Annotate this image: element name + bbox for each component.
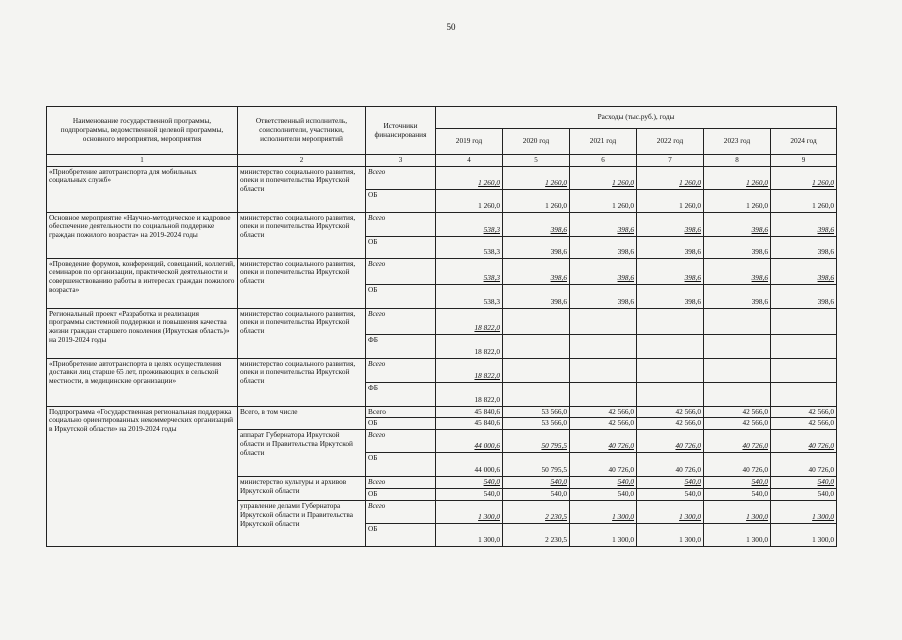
value-cell: 50 795,5 [503,430,570,453]
value-cell: 398,6 [503,284,570,308]
value-cell: 40 726,0 [570,453,637,477]
value-cell [570,382,637,406]
value-cell: 1 260,0 [771,166,837,189]
measure-name: «Проведение форумов, конференций, совещаний, коллегий, семинаров по организации, практической деятельности и совершенствованию работы в интересах граждан пожилого возраста» [47,258,238,308]
header-expenses: Расходы (тыс.руб.), годы [436,107,837,129]
value-cell: 540,0 [704,477,771,489]
source-label: ОБ [366,189,436,212]
value-cell [771,334,837,358]
value-cell: 1 300,0 [637,501,704,524]
header-name-column: Наименование государственной программы, подпрограммы, ведомственной целевой программы, основного мероприятия, мероприятия [47,107,238,155]
column-number: 8 [704,155,771,167]
value-cell: 1 300,0 [570,501,637,524]
value-cell: 18 822,0 [436,358,503,382]
value-cell [771,358,837,382]
source-label: ОБ [366,418,436,430]
value-cell: 18 822,0 [436,334,503,358]
column-number: 6 [570,155,637,167]
value-cell: 538,3 [436,284,503,308]
value-cell: 540,0 [503,477,570,489]
executor-cell: министерство социального развития, опеки и попечительства Иркутской области [238,166,366,212]
value-cell: 1 300,0 [704,524,771,547]
header-source-column: Источники финансирования [366,107,436,155]
value-cell [704,308,771,334]
value-cell: 540,0 [637,477,704,489]
value-cell: 1 260,0 [503,166,570,189]
value-cell: 1 260,0 [503,189,570,212]
column-number: 7 [637,155,704,167]
executor-cell: Всего, в том числе [238,406,366,430]
value-cell: 540,0 [570,477,637,489]
value-cell: 42 566,0 [637,418,704,430]
value-cell: 398,6 [503,258,570,284]
source-label: ОБ [366,236,436,258]
page-number: 50 [446,22,456,32]
value-cell: 45 840,6 [436,418,503,430]
value-cell: 1 300,0 [436,501,503,524]
value-cell: 2 230,5 [503,524,570,547]
header-year: 2024 год [771,129,837,155]
measure-name: Региональный проект «Разработка и реализация программы системной поддержки и повышения качества жизни граждан старшего поколения (Иркутская область)» на 2019-2024 годы [47,308,238,358]
value-cell: 1 260,0 [436,166,503,189]
source-total-label: Всего [366,308,436,334]
value-cell: 42 566,0 [771,406,837,418]
value-cell: 40 726,0 [637,453,704,477]
value-cell: 1 300,0 [771,524,837,547]
value-cell: 398,6 [771,212,837,236]
value-cell: 50 795,5 [503,453,570,477]
value-cell: 53 566,0 [503,418,570,430]
value-cell: 398,6 [637,236,704,258]
measure-name: Основное мероприятие «Научно-методическое и кадровое обеспечение деятельности по социальной поддержке граждан пожилого возраста» на 2019-2024 годы [47,212,238,258]
value-cell: 398,6 [637,258,704,284]
value-cell: 40 726,0 [771,430,837,453]
column-number: 5 [503,155,570,167]
value-cell: 398,6 [704,236,771,258]
value-cell: 45 840,6 [436,406,503,418]
executor-cell: министерство социального развития, опеки и попечительства Иркутской области [238,358,366,406]
value-cell: 42 566,0 [771,418,837,430]
value-cell: 42 566,0 [704,418,771,430]
measure-name: «Приобретение автотранспорта в целях осуществления доставки лиц старше 65 лет, проживающих в сельской местности, в медицинские организации» [47,358,238,406]
value-cell: 1 300,0 [570,524,637,547]
value-cell [637,358,704,382]
column-number: 3 [366,155,436,167]
source-total-label: Всего [366,406,436,418]
value-cell: 540,0 [436,489,503,501]
value-cell: 398,6 [637,284,704,308]
value-cell: 398,6 [503,236,570,258]
value-cell [771,308,837,334]
value-cell: 540,0 [436,477,503,489]
value-cell: 538,3 [436,258,503,284]
table-row [47,212,837,236]
measure-name: «Приобретение автотранспорта для мобильных социальных служб» [47,166,238,212]
value-cell: 1 300,0 [771,501,837,524]
value-cell [704,382,771,406]
source-total-label: Всего [366,477,436,489]
value-cell: 398,6 [570,212,637,236]
value-cell: 398,6 [704,284,771,308]
header-year: 2023 год [704,129,771,155]
executor-cell: министерство культуры и архивов Иркутской области [238,477,366,501]
value-cell [637,334,704,358]
value-cell: 40 726,0 [637,430,704,453]
executor-cell: аппарат Губернатора Иркутской области и Правительства Иркутской области [238,430,366,477]
header-year: 2020 год [503,129,570,155]
budget-table [46,106,837,547]
value-cell: 1 260,0 [436,189,503,212]
source-total-label: Всего [366,212,436,236]
value-cell [771,382,837,406]
value-cell [570,308,637,334]
value-cell: 18 822,0 [436,382,503,406]
source-total-label: Всего [366,501,436,524]
column-number: 2 [238,155,366,167]
value-cell: 40 726,0 [704,430,771,453]
value-cell: 1 260,0 [570,189,637,212]
executor-cell: управление делами Губернатора Иркутской области и Правительства Иркутской области [238,501,366,547]
table-row [47,358,837,382]
value-cell: 18 822,0 [436,308,503,334]
source-total-label: Всего [366,358,436,382]
value-cell: 1 260,0 [637,166,704,189]
value-cell: 1 300,0 [436,524,503,547]
value-cell: 540,0 [771,489,837,501]
value-cell [570,334,637,358]
value-cell: 538,3 [436,212,503,236]
value-cell: 398,6 [503,212,570,236]
value-cell: 540,0 [637,489,704,501]
value-cell: 540,0 [503,489,570,501]
column-number: 1 [47,155,238,167]
table-row [47,406,837,418]
value-cell: 40 726,0 [771,453,837,477]
source-total-label: Всего [366,430,436,453]
value-cell: 1 260,0 [704,189,771,212]
value-cell [503,334,570,358]
value-cell: 398,6 [570,284,637,308]
header-year: 2019 год [436,129,503,155]
source-total-label: Всего [366,166,436,189]
value-cell: 42 566,0 [570,418,637,430]
header-year: 2022 год [637,129,704,155]
value-cell: 398,6 [704,212,771,236]
column-number: 4 [436,155,503,167]
value-cell: 398,6 [771,236,837,258]
table-row [47,258,837,284]
value-cell [637,382,704,406]
value-cell [503,308,570,334]
value-cell: 398,6 [570,236,637,258]
value-cell: 1 260,0 [570,166,637,189]
value-cell: 538,3 [436,236,503,258]
subprogram-name: Подпрограмма «Государственная региональная поддержка социально ориентированных некоммерческих организаций в Иркутской области» на 2019-2024 годы [47,406,238,547]
value-cell: 540,0 [771,477,837,489]
value-cell [503,358,570,382]
source-label: ФБ [366,382,436,406]
value-cell [704,334,771,358]
source-label: ОБ [366,524,436,547]
executor-cell: министерство социального развития, опеки и попечительства Иркутской области [238,212,366,258]
value-cell: 53 566,0 [503,406,570,418]
table-row [47,166,837,189]
value-cell: 42 566,0 [704,406,771,418]
value-cell: 40 726,0 [570,430,637,453]
source-label: ОБ [366,489,436,501]
value-cell: 1 260,0 [771,189,837,212]
source-label: ОБ [366,284,436,308]
executor-cell: министерство социального развития, опеки и попечительства Иркутской области [238,308,366,358]
value-cell [637,308,704,334]
value-cell: 1 260,0 [704,166,771,189]
value-cell: 540,0 [704,489,771,501]
header-executor-column: Ответственный исполнитель, соисполнители, участники, исполнители мероприятий [238,107,366,155]
value-cell: 2 230,5 [503,501,570,524]
value-cell: 44 000,6 [436,453,503,477]
value-cell: 1 300,0 [637,524,704,547]
source-total-label: Всего [366,258,436,284]
value-cell: 44 000,6 [436,430,503,453]
value-cell [704,358,771,382]
value-cell: 40 726,0 [704,453,771,477]
value-cell: 1 300,0 [704,501,771,524]
source-label: ОБ [366,453,436,477]
value-cell: 540,0 [570,489,637,501]
value-cell: 398,6 [771,284,837,308]
value-cell: 398,6 [704,258,771,284]
value-cell: 42 566,0 [637,406,704,418]
value-cell [570,358,637,382]
table-row [47,308,837,334]
executor-cell: министерство социального развития, опеки и попечительства Иркутской области [238,258,366,308]
value-cell: 398,6 [637,212,704,236]
value-cell: 42 566,0 [570,406,637,418]
value-cell: 398,6 [771,258,837,284]
source-label: ФБ [366,334,436,358]
value-cell [503,382,570,406]
value-cell: 398,6 [570,258,637,284]
column-number: 9 [771,155,837,167]
header-year: 2021 год [570,129,637,155]
value-cell: 1 260,0 [637,189,704,212]
